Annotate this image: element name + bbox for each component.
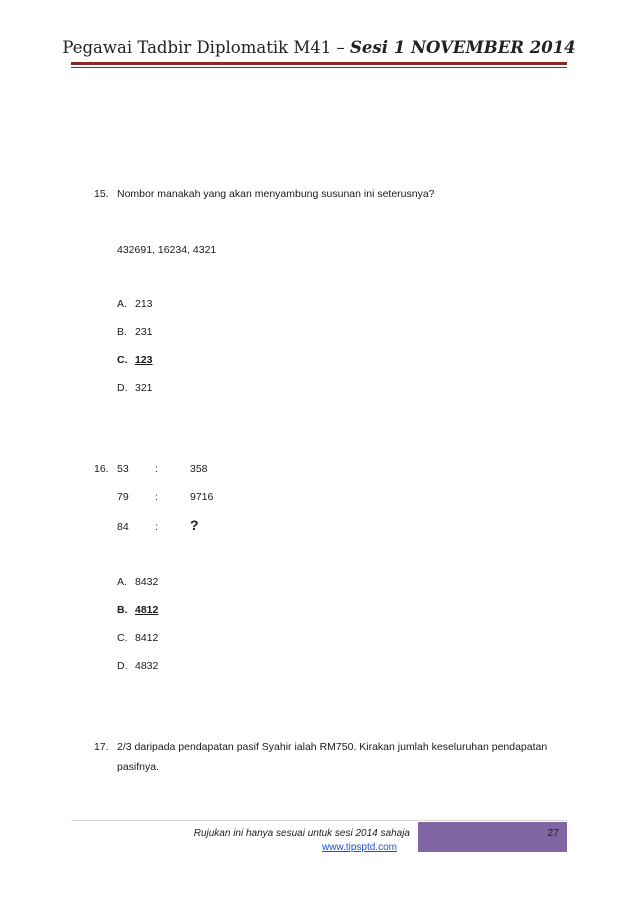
question-prompt-line2: pasifnya. bbox=[117, 761, 160, 773]
option-letter-answer: B. bbox=[117, 604, 128, 616]
option-value: 4832 bbox=[135, 660, 159, 672]
footer-link[interactable]: www.tipsptd.com bbox=[321, 842, 397, 853]
header-title-main: Pegawai Tadbir Diplomatik M41 – bbox=[62, 38, 350, 57]
pattern-unknown: ? bbox=[190, 517, 199, 533]
option-letter: D. bbox=[117, 660, 128, 672]
question-prompt: Nombor manakah yang akan menyambung susunan ini seterusnya? bbox=[117, 188, 435, 200]
option-letter: A. bbox=[117, 298, 127, 310]
header-rule-thick bbox=[71, 62, 567, 65]
page-number-box bbox=[418, 822, 567, 852]
option-value: 8432 bbox=[135, 576, 159, 588]
option-letter: A. bbox=[117, 576, 127, 588]
question-number: 16. bbox=[94, 463, 109, 475]
footer-note: Rujukan ini hanya sesuai untuk sesi 2014 sahaja bbox=[193, 828, 410, 839]
option-value-answer: 123 bbox=[135, 354, 153, 366]
option-letter: D. bbox=[117, 382, 128, 394]
pattern-right: 9716 bbox=[190, 491, 214, 503]
option-value: 321 bbox=[135, 382, 153, 394]
option-letter-answer: C. bbox=[117, 354, 128, 366]
pattern-separator: : bbox=[155, 463, 158, 475]
question-number: 17. bbox=[94, 741, 109, 753]
question-prompt-line1: 2/3 daripada pendapatan pasif Syahir ialah RM750. Kirakan jumlah keseluruhan pendapatan bbox=[117, 741, 548, 753]
page-header-title bbox=[0, 38, 638, 57]
pattern-separator: : bbox=[155, 491, 158, 503]
footer-rule bbox=[71, 820, 567, 821]
option-letter: C. bbox=[117, 632, 128, 644]
option-value: 231 bbox=[135, 326, 153, 338]
option-letter: B. bbox=[117, 326, 127, 338]
number-sequence: 432691, 16234, 4321 bbox=[117, 244, 217, 256]
pattern-left: 53 bbox=[117, 463, 129, 475]
pattern-left: 79 bbox=[117, 491, 129, 503]
option-value-answer: 4812 bbox=[135, 604, 159, 616]
header-title-session: Sesi 1 NOVEMBER 2014 bbox=[350, 38, 576, 57]
pattern-separator: : bbox=[155, 521, 158, 533]
question-number: 15. bbox=[94, 188, 109, 200]
option-value: 8412 bbox=[135, 632, 159, 644]
pattern-left: 84 bbox=[117, 521, 129, 533]
pattern-right: 358 bbox=[190, 463, 208, 475]
page-number: 27 bbox=[547, 827, 559, 839]
header-rule-thin bbox=[71, 67, 567, 68]
option-value: 213 bbox=[135, 298, 153, 310]
